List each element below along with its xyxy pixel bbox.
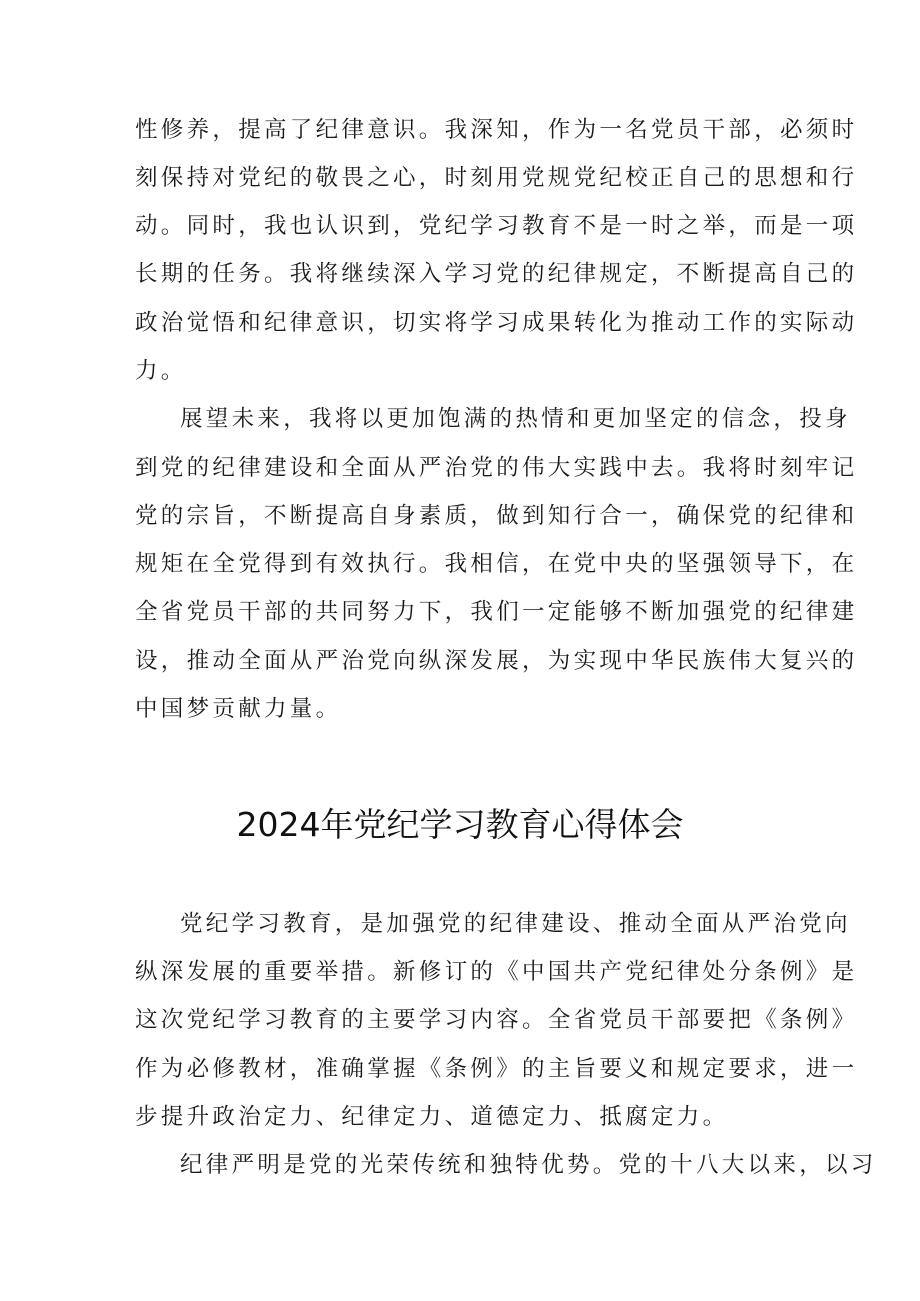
text-line: 步提升政治定力、纪律定力、道德定力、抵腐定力。	[135, 1104, 729, 1130]
text-line: 党纪学习教育，是加强党的纪律建设、推动全面从严治党向	[180, 911, 851, 937]
text-line: 性修养，提高了纪律意识。我深知，作为一名党员干部，必须时	[135, 117, 858, 143]
text-line: 中国梦贡献力量。	[135, 696, 342, 722]
text-line: 设，推动全面从严治党向纵深发展，为实现中华民族伟大复兴的	[135, 648, 858, 674]
text-line: 这次党纪学习教育的主要学习内容。全省党员干部要把《条例》	[135, 1007, 858, 1033]
text-line: 纪律严明是党的光荣传统和独特优势。党的十八大以来，以习	[180, 1152, 877, 1178]
text-line: 纵深发展的重要举措。新修订的《中国共产党纪律处分条例》是	[135, 959, 858, 985]
text-line: 动。同时，我也认识到，党纪学习教育不是一时之举，而是一项	[135, 213, 858, 239]
text-line: 规矩在全党得到有效执行。我相信，在党中央的坚强领导下，在	[135, 551, 858, 577]
text-line: 政治觉悟和纪律意识，切实将学习成果转化为推动工作的实际动	[135, 310, 858, 336]
text-line: 到党的纪律建设和全面从严治党的伟大实践中去。我将时刻牢记	[135, 455, 858, 481]
text-line: 作为必修教材，准确掌握《条例》的主旨要义和规定要求，进一	[135, 1056, 858, 1082]
text-line: 全省党员干部的共同努力下，我们一定能够不断加强党的纪律建	[135, 599, 858, 625]
text-line: 刻保持对党纪的敬畏之心，时刻用党规党纪校正自己的思想和行	[135, 165, 858, 191]
text-line: 力。	[135, 358, 187, 384]
article-title: 2024年党纪学习教育心得体会	[236, 805, 684, 844]
text-line: 党的宗旨，不断提高自身素质，做到知行合一，确保党的纪律和	[135, 503, 858, 529]
text-line: 展望未来，我将以更加饱满的热情和更加坚定的信念，投身	[180, 406, 851, 432]
text-line: 长期的任务。我将继续深入学习党的纪律规定，不断提高自己的	[135, 261, 858, 287]
